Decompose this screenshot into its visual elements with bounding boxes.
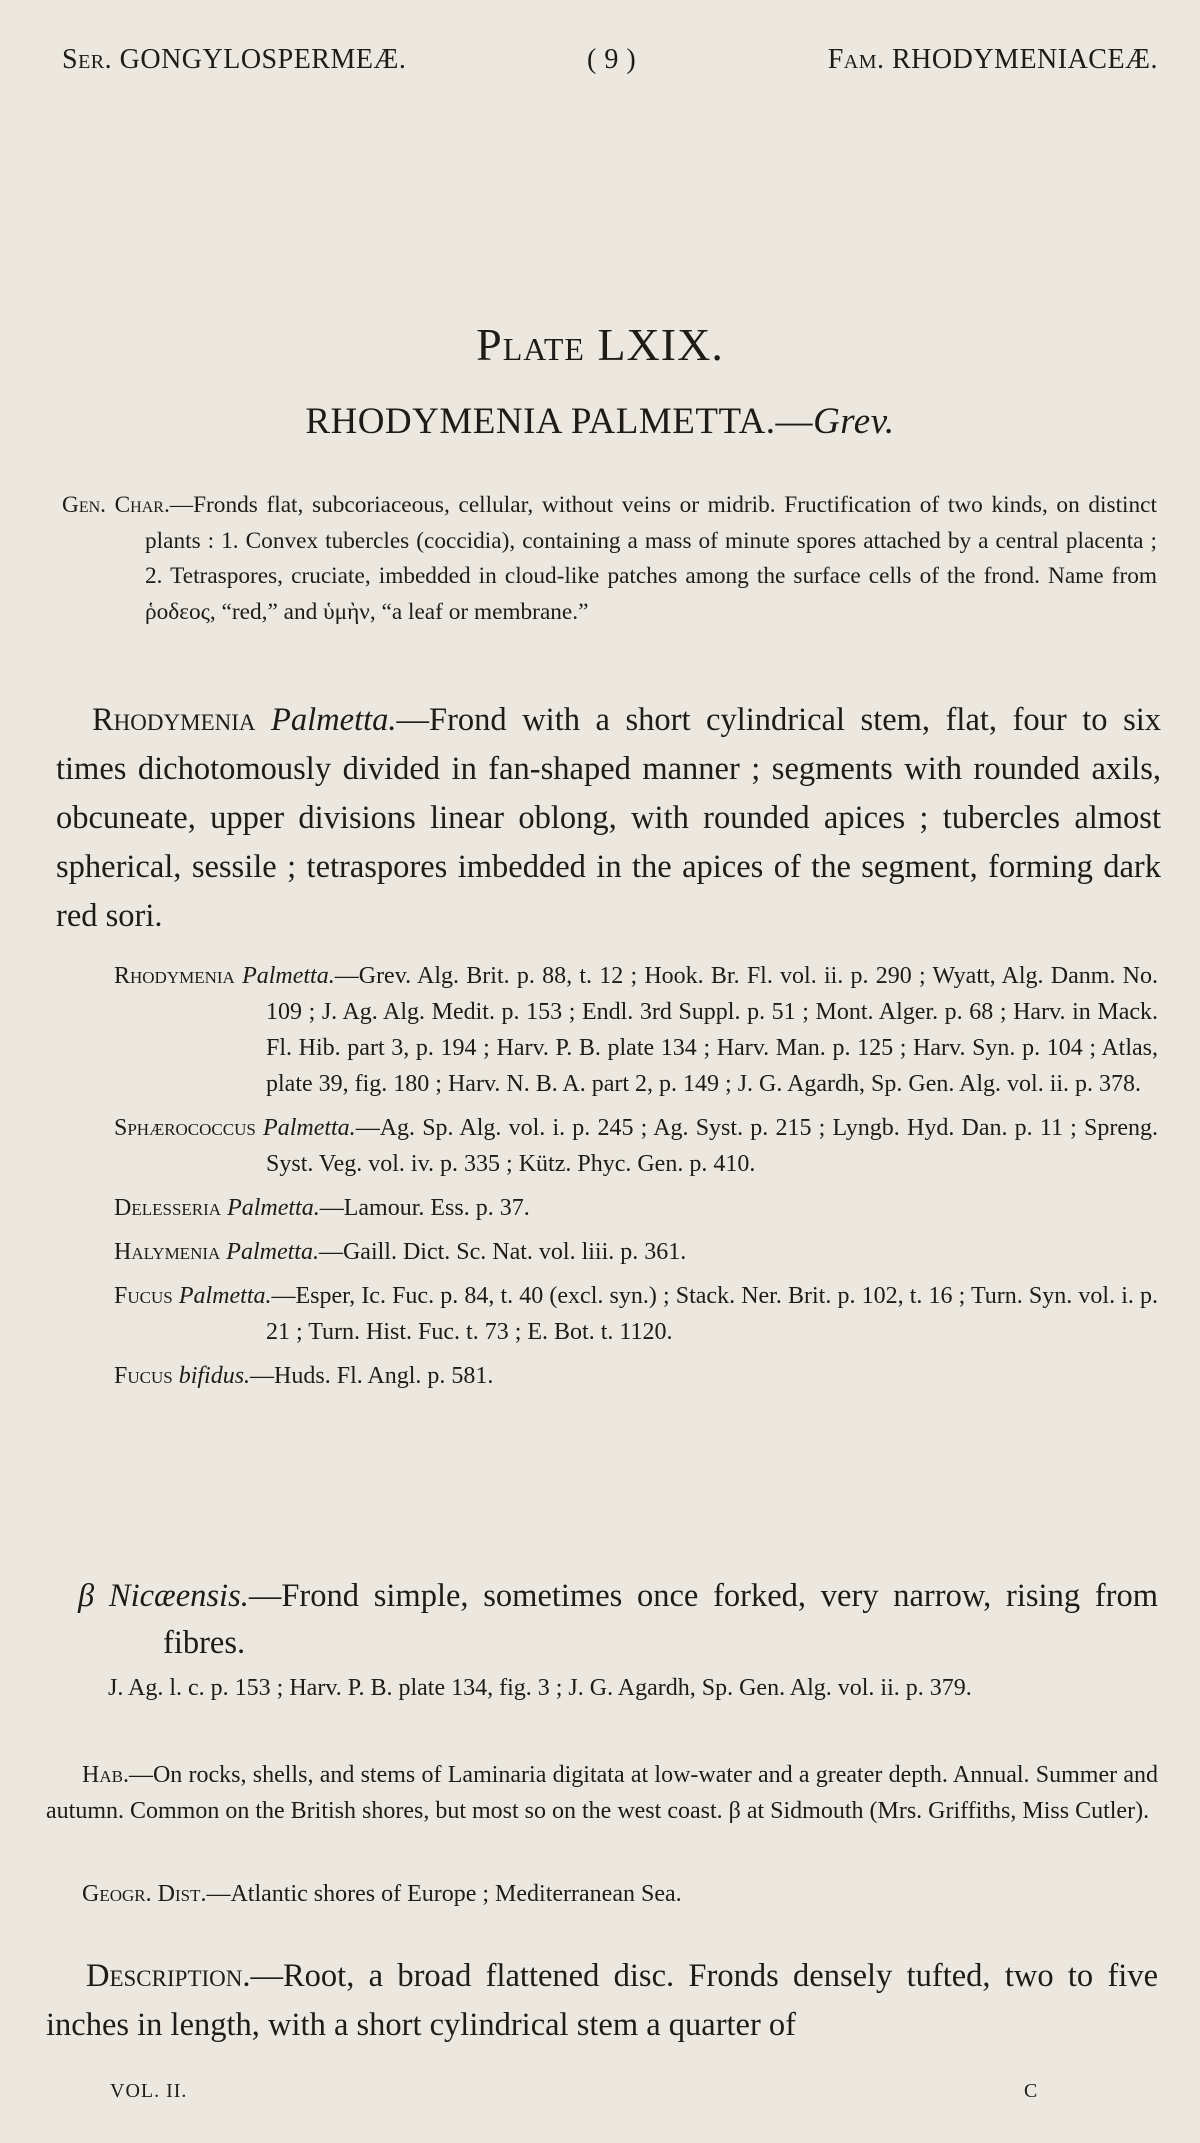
synonym-entry xyxy=(114,1110,1158,1182)
generic-character xyxy=(62,488,1157,630)
plate-title: Plate LXIX. xyxy=(476,319,724,370)
synonym-genus: Delesseria xyxy=(114,1195,222,1221)
synonym-refs: —Grev. Alg. Brit. p. 88, t. 12 ; Hook. Br. Fl. vol. ii. p. 290 ; Wyatt, Alg. Danm. No. 109 ; J. Ag. Alg. Medit. p. 153 ; Endl. 3rd Suppl. p. 51 ; Mont. Alger. p. 68 ; Harv. in Mack. Fl. Hib. part 3, p. 194 ; Harv. P. B. plate 134 ; Harv. Man. p. 125 ; Harv. Syn. p. 104 ; Atlas, plate 39, fig. 180 ; Harv. N. B. A. part 2, p. 149 ; J. G. Agardh, Sp. Gen. Alg. vol. ii. p. 378. xyxy=(266,963,1158,1097)
species-epithet: Palmetta. xyxy=(271,702,397,738)
footer-signature: C xyxy=(1024,2080,1039,2102)
synonym-epithet: Palmetta. xyxy=(226,1239,319,1265)
synonym-list xyxy=(114,958,1158,1394)
hab-text: —On rocks, shells, and stems of Laminaria digitata at low-water and a greater depth. Annual. Summer and autumn. Common on the British shores, but most so on the west coast. β at Sidmouth (Mrs. Griffiths, Miss Cutler). xyxy=(46,1762,1158,1824)
synonym-epithet: Palmetta. xyxy=(178,1283,272,1309)
species-desc-text: —Frond with a short cylindrical stem, flat, four to six times dichotomously divided in fan-shaped manner ; segments with rounded axils, obcuneate, upper divisions linear oblong, with rounded apices ; tubercles almost spherical, sessile ; tetraspores imbedded in the apices of the segment, forming dark red sori. xyxy=(56,702,1162,934)
description xyxy=(46,1952,1158,2050)
synonym-epithet: Palmetta. xyxy=(263,1115,356,1141)
geogr-label: Geogr. Dist. xyxy=(82,1881,207,1907)
gen-char-text: —Fronds flat, subcoriaceous, cellular, without veins or midrib. Fructification of two kinds, on distinct plants : 1. Convex tubercles (coccidia), containing a mass of minute spores attached by a central placenta ; 2. Tetraspores, cruciate, imbedded in cloud-like patches among the surface cells of the frond. Name from ῥοδεος, “red,” and ὑμὴν, “a leaf or membrane.” xyxy=(145,492,1157,625)
synonym-genus: Halymenia xyxy=(114,1239,221,1265)
geographic-distribution xyxy=(82,1876,1158,1912)
synonym-refs: —Gaill. Dict. Sc. Nat. vol. liii. p. 361. xyxy=(318,1239,687,1265)
geogr-text: —Atlantic shores of Europe ; Mediterranean Sea. xyxy=(206,1881,682,1907)
variety-name: β Nicæensis. xyxy=(78,1578,249,1614)
variety-text: —Frond simple, sometimes once forked, very narrow, rising from fibres. xyxy=(163,1578,1158,1661)
species-title xyxy=(0,400,1200,443)
running-head-right: Fam. RHODYMENIACEÆ. xyxy=(827,44,1158,75)
habitat xyxy=(46,1757,1158,1829)
synonym-refs: —Lamour. Ess. p. 37. xyxy=(319,1195,530,1221)
synonym-refs: —Ag. Sp. Alg. vol. i. p. 245 ; Ag. Syst. p. 215 ; Lyngb. Hyd. Dan. p. 11 ; Spreng. Syst. Veg. vol. iv. p. 335 ; Kütz. Phyc. Gen. p. 410. xyxy=(266,1115,1159,1177)
description-text: —Root, a broad flattened disc. Fronds densely tufted, two to five inches in length, with a short cylindrical stem a quarter of xyxy=(46,1958,1158,2043)
variety-beta xyxy=(78,1573,1158,1667)
synonym-entry xyxy=(114,958,1158,1102)
species-genus: Rhodymenia xyxy=(92,702,256,738)
synonym-entry xyxy=(114,1278,1158,1350)
running-head-left: Ser. GONGYLOSPERMEÆ. xyxy=(62,44,407,75)
species-author: Grev. xyxy=(813,401,895,442)
synonym-genus: Fucus xyxy=(114,1363,173,1389)
synonym-genus: Sphærococcus xyxy=(114,1115,256,1141)
synonym-refs: —Esper, Ic. Fuc. p. 84, t. 40 (excl. syn.) ; Stack. Ner. Brit. p. 102, t. 16 ; Turn. Syn. vol. i. p. 21 ; Turn. Hist. Fuc. t. 73 ; E. Bot. t. 1120. xyxy=(266,1283,1159,1345)
description-label: Description. xyxy=(86,1958,251,1994)
synonym-entry xyxy=(114,1190,1158,1226)
synonym-epithet: bifidus. xyxy=(178,1363,251,1389)
synonym-genus: Fucus xyxy=(114,1283,173,1309)
synonym-refs: —Huds. Fl. Angl. p. 581. xyxy=(250,1363,494,1389)
species-name: RHODYMENIA PALMETTA.— xyxy=(305,401,814,442)
gen-char-label: Gen. Char. xyxy=(62,492,170,518)
footer-volume: VOL. II. xyxy=(110,2080,188,2102)
page-number: ( 9 ) xyxy=(587,44,637,75)
synonym-entry xyxy=(114,1358,1158,1394)
variety-refs: J. Ag. l. c. p. 153 ; Harv. P. B. plate 134, fig. 3 ; J. G. Agardh, Sp. Gen. Alg. vol. ii. p. 379. xyxy=(108,1675,972,1701)
hab-label: Hab. xyxy=(82,1762,129,1788)
synonym-epithet: Palmetta. xyxy=(242,963,335,989)
species-description xyxy=(56,696,1161,941)
synonym-entry xyxy=(114,1234,1158,1270)
synonym-genus: Rhodymenia xyxy=(114,963,235,989)
synonym-epithet: Palmetta. xyxy=(227,1195,320,1221)
